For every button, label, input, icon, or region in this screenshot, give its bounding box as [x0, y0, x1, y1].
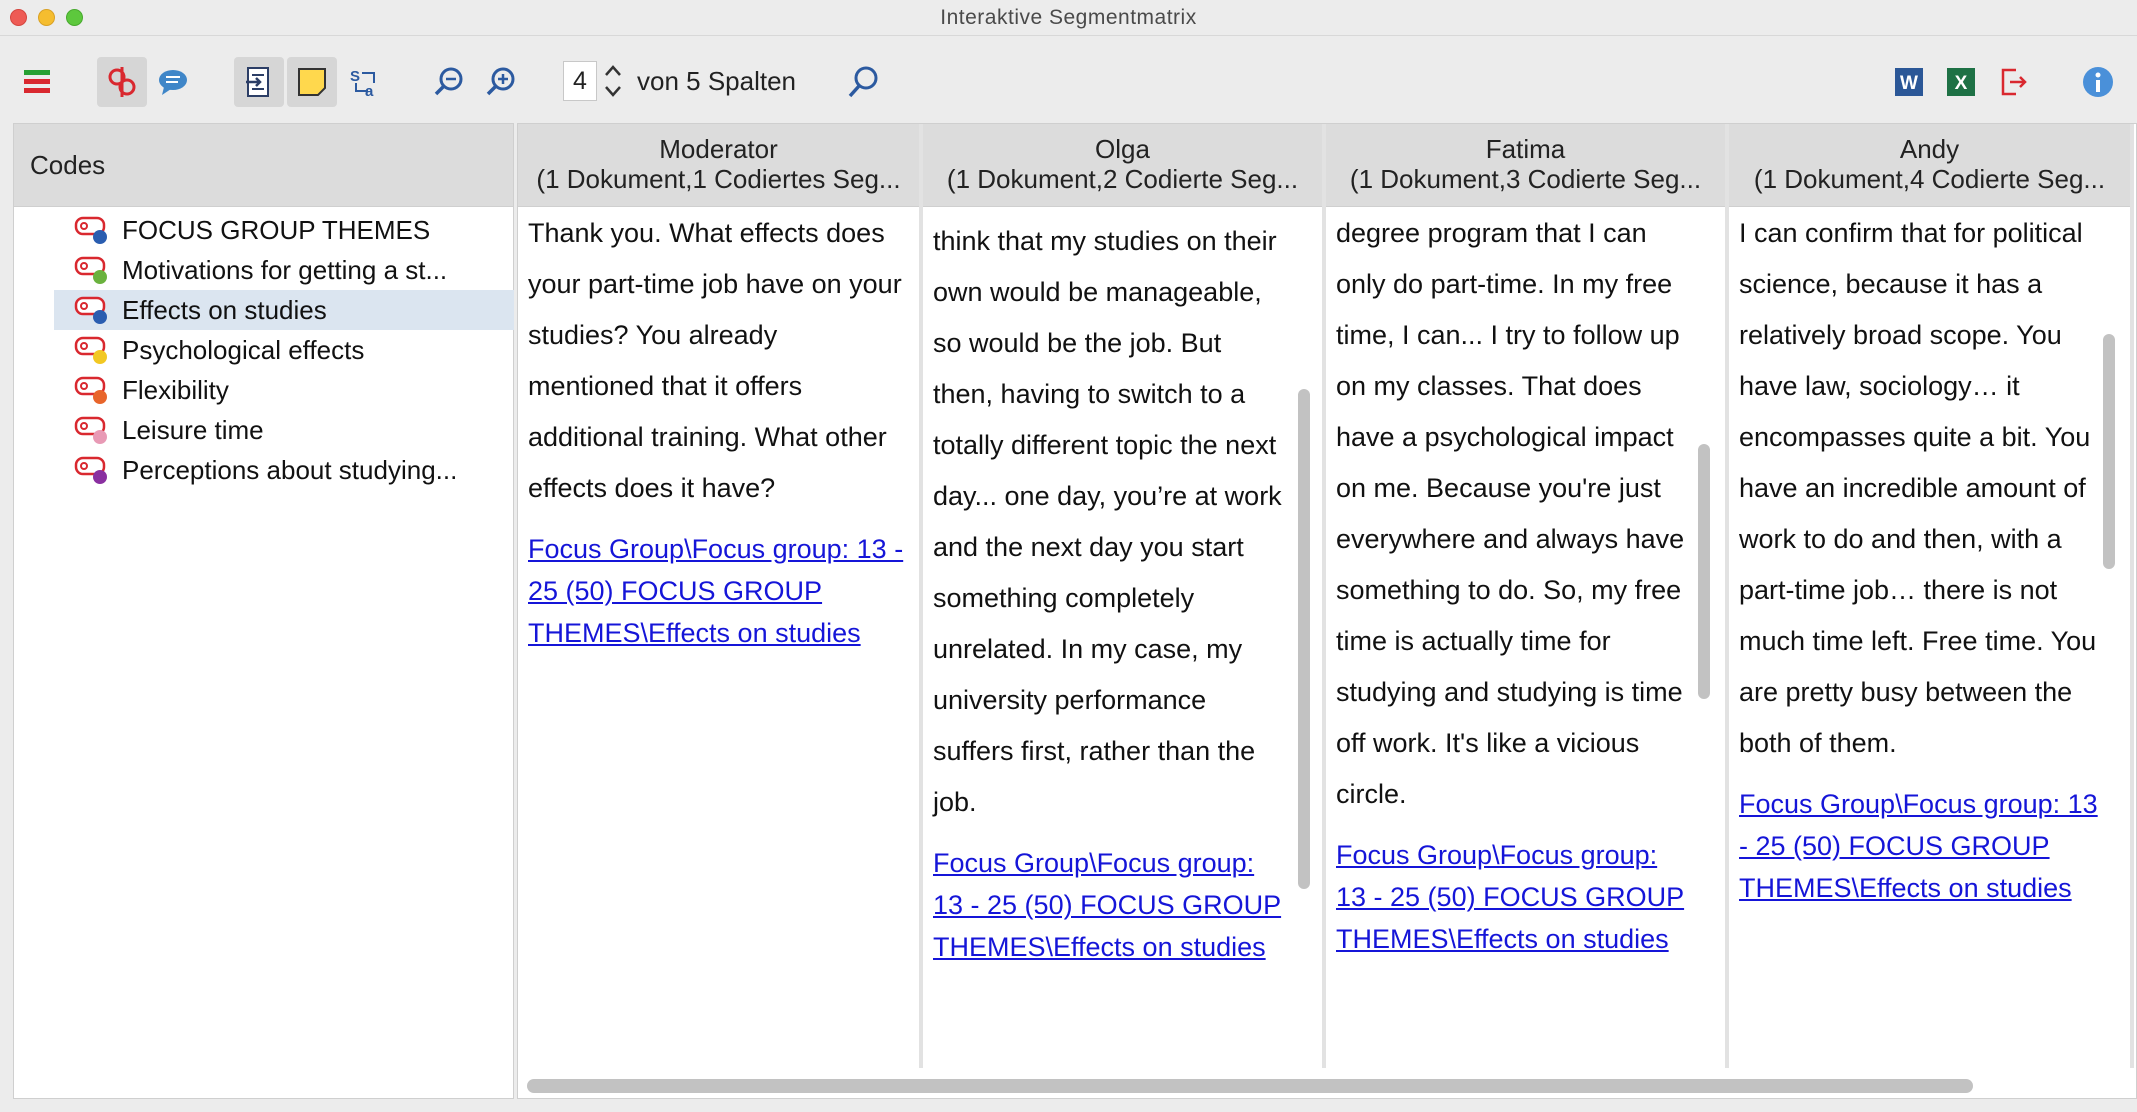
- code-filter-button[interactable]: [97, 57, 147, 107]
- svg-text:S: S: [350, 68, 361, 85]
- segment-text: I can confirm that for political science, because it has a relatively broad scope. You have law, sociology… it encompasses quite a bit. You have an incredible amount of work to do and then, with a part-time job… there is not much time left. Free time. You are pretty busy between the both of them.: [1739, 218, 2097, 758]
- code-tag-icon: [74, 373, 114, 407]
- matrix-column: [1326, 124, 1729, 1068]
- code-tag-icon: [74, 213, 114, 247]
- column-header[interactable]: [1729, 124, 2130, 207]
- search-icon: [846, 65, 880, 99]
- window-title: Interaktive Segmentmatrix: [940, 6, 1197, 29]
- column-summary: (1 Dokument,3 Codierte Seg...: [1349, 164, 1702, 194]
- code-item-label: FOCUS GROUP THEMES: [122, 214, 431, 245]
- column-name: Moderator: [659, 134, 778, 164]
- toolbar: [0, 37, 2137, 121]
- column-header[interactable]: [518, 124, 919, 207]
- code-item[interactable]: [54, 450, 514, 490]
- zoom-in-button[interactable]: [476, 57, 526, 107]
- column-summary: (1 Dokument,1 Codiertes Seg...: [536, 164, 901, 194]
- memo-button[interactable]: [287, 57, 337, 107]
- columns-count-label: von 5 Spalten: [637, 66, 797, 96]
- zoom-out-icon: [433, 66, 465, 98]
- column-body: [1326, 208, 1725, 1068]
- columns-count-stepper[interactable]: [600, 57, 626, 105]
- exit-icon: [1998, 66, 2030, 98]
- zoom-out-button[interactable]: [424, 57, 474, 107]
- svg-text:W: W: [1900, 73, 1918, 94]
- export-segments-icon: [244, 65, 274, 99]
- code-item[interactable]: [54, 210, 514, 250]
- codes-header: Codes: [14, 124, 513, 207]
- code-item-label: Perceptions about studying...: [122, 454, 458, 485]
- excel-export-icon: [1946, 67, 1976, 97]
- export-segments-button[interactable]: [234, 57, 284, 107]
- matrix-column: [923, 124, 1326, 1068]
- segment-text: degree program that I can only do part-time. In my free time, I can... I try to follow up on my classes. That does have a psychological impact on me. Because you're just everywhere and always have something to do. So, my free time is actually time for studying and studying is time off work. It's like a vicious circle.: [1336, 218, 1685, 809]
- column-body: [518, 208, 919, 1068]
- info-button[interactable]: [2073, 57, 2123, 107]
- matrix-column: [518, 124, 923, 1068]
- title-bar: [0, 0, 2137, 36]
- code-item-label: Effects on studies: [122, 294, 327, 325]
- code-tag-icon: [74, 253, 114, 287]
- vertical-scrollbar[interactable]: [2103, 334, 2115, 569]
- word-export-icon: [1894, 67, 1924, 97]
- word-export-button[interactable]: [1884, 57, 1934, 107]
- codes-menu-button[interactable]: [12, 57, 62, 107]
- memo-icon: [296, 66, 328, 98]
- column-body: [1729, 208, 2130, 1068]
- segment-text: think that my studies on their own would be manageable, so would be the job. But then, having to switch to a totally different topic the next day... one day, you’re at work and the next day you start something completely unrelated. In my case, my university performance suffers first, rather than the job.: [933, 226, 1282, 817]
- column-summary: (1 Dokument,4 Codierte Seg...: [1753, 164, 2106, 194]
- search-button[interactable]: [838, 57, 888, 107]
- segment-source-link[interactable]: Focus Group\Focus group: 13 - 25 (50) FOCUS GROUP THEMES\Effects on studies: [1336, 840, 1685, 954]
- code-item-label: Psychological effects: [122, 334, 365, 365]
- excel-export-button[interactable]: [1936, 57, 1986, 107]
- code-tag-icon: [74, 333, 114, 367]
- column-header[interactable]: [1326, 124, 1725, 207]
- segment-source-link[interactable]: Focus Group\Focus group: 13 - 25 (50) FOCUS GROUP THEMES\Effects on studies: [1739, 789, 2098, 903]
- exit-button[interactable]: [1989, 57, 2039, 107]
- code-tag-icon: [74, 293, 114, 327]
- matrix-column: [1729, 124, 2134, 1068]
- code-item[interactable]: [54, 410, 514, 450]
- column-summary: (1 Dokument,2 Codierte Seg...: [946, 164, 1299, 194]
- comment-button[interactable]: [148, 57, 198, 107]
- chevron-up-down-icon: [600, 57, 626, 105]
- segment-source-link[interactable]: Focus Group\Focus group: 13 - 25 (50) FOCUS GROUP THEMES\Effects on studies: [528, 534, 904, 648]
- svg-text:a: a: [365, 83, 374, 99]
- code-item-label: Motivations for getting a st...: [122, 254, 448, 285]
- column-name: Olga: [1095, 134, 1150, 164]
- zoom-in-icon: [485, 66, 517, 98]
- code-item[interactable]: [54, 250, 514, 290]
- comment-icon: [156, 67, 190, 97]
- segment-source-link[interactable]: Focus Group\Focus group: 13 - 25 (50) FOCUS GROUP THEMES\Effects on studies: [933, 848, 1282, 962]
- vertical-scrollbar[interactable]: [1698, 444, 1710, 699]
- code-item[interactable]: [54, 370, 514, 410]
- code-item-label: Leisure time: [122, 414, 264, 445]
- segment-matrix: [517, 123, 2137, 1099]
- code-item[interactable]: [54, 330, 514, 370]
- translate-button[interactable]: [340, 57, 390, 107]
- info-icon: [2081, 65, 2115, 99]
- code-item-label: Flexibility: [122, 374, 229, 405]
- translate-icon: [348, 65, 382, 99]
- column-body: [923, 208, 1322, 1068]
- column-header[interactable]: [923, 124, 1322, 207]
- svg-text:X: X: [1954, 73, 1968, 94]
- column-name: Andy: [1899, 134, 1960, 164]
- code-filter-icon: [105, 65, 139, 99]
- code-tag-icon: [74, 453, 114, 487]
- columns-count-input[interactable]: 4: [563, 61, 597, 101]
- segment-text: Thank you. What effects does your part-time job have on your studies? You already mentioned that it offers additional training. What other effects does it have?: [528, 218, 902, 503]
- code-tag-icon: [74, 413, 114, 447]
- codes-menu-icon: [22, 67, 52, 97]
- vertical-scrollbar[interactable]: [1298, 389, 1310, 889]
- code-item[interactable]: [54, 290, 514, 330]
- horizontal-scrollbar[interactable]: [527, 1079, 1973, 1093]
- column-name: Fatima: [1485, 134, 1566, 164]
- codes-panel: [13, 123, 514, 1099]
